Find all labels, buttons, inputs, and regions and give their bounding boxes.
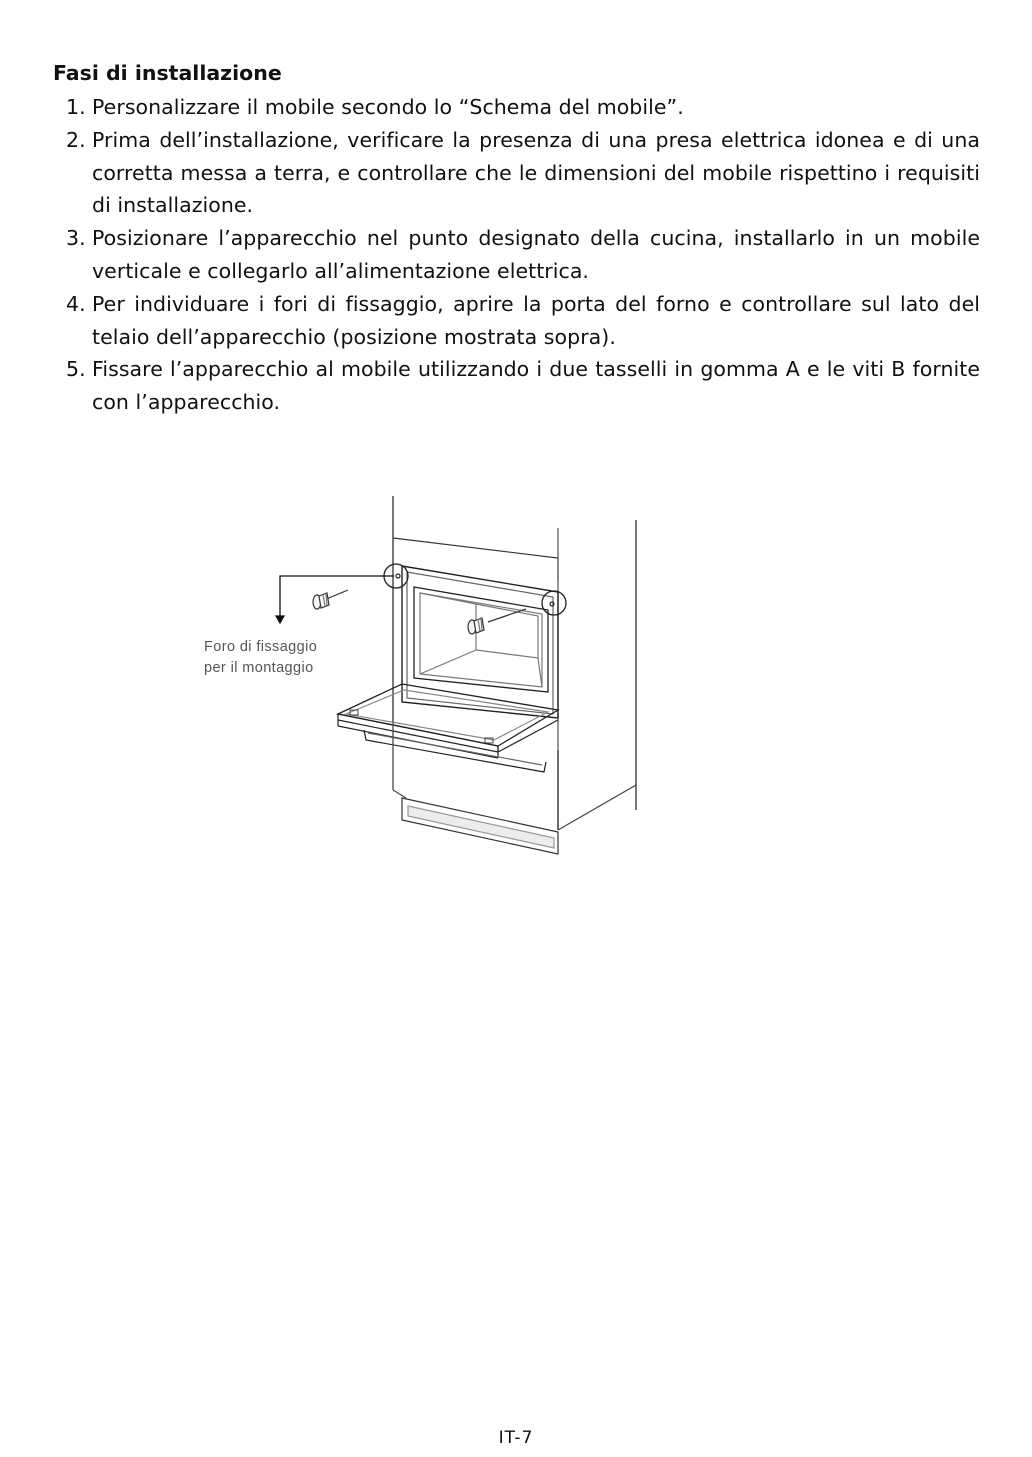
step-number: 2. <box>66 127 86 152</box>
step-number: 4. <box>66 291 86 316</box>
installation-steps-list <box>66 91 980 419</box>
section-title: Fasi di installazione <box>53 61 282 85</box>
step-item <box>66 353 980 419</box>
step-item <box>66 124 980 222</box>
step-text: Prima dell’installazione, verificare la presenza di una presa elettrica idonea e di una corretta messa a terra, e controllare che le dimensioni del mobile rispettino i requisiti di installazione. <box>92 127 980 218</box>
page-number: IT-7 <box>498 1428 534 1448</box>
step-text: Per individuare i fori di fissaggio, aprire la porta del forno e controllare sul lato del telaio dell’apparecchio (posizione mostrata sopra). <box>92 291 980 349</box>
step-number: 1. <box>66 95 86 119</box>
oven-installation-figure <box>180 480 660 870</box>
fixing-hole-caption <box>204 637 317 679</box>
step-item <box>66 91 980 124</box>
step-number: 3. <box>66 226 86 251</box>
step-text: Personalizzare il mobile secondo lo “Schema del mobile”. <box>92 95 684 119</box>
step-item <box>66 288 980 354</box>
step-number: 5. <box>66 357 86 382</box>
step-text: Posizionare l’apparecchio nel punto designato della cucina, installarlo in un mobile verticale e collegarlo all’alimentazione elettrica. <box>92 226 980 283</box>
step-item <box>66 222 980 288</box>
step-text: Fissare l’apparecchio al mobile utilizzando i due tasselli in gomma A e le viti B fornite con l’apparecchio. <box>92 357 980 415</box>
caption-line: per il montaggio <box>204 660 314 676</box>
caption-line: Foro di fissaggio <box>204 639 318 655</box>
